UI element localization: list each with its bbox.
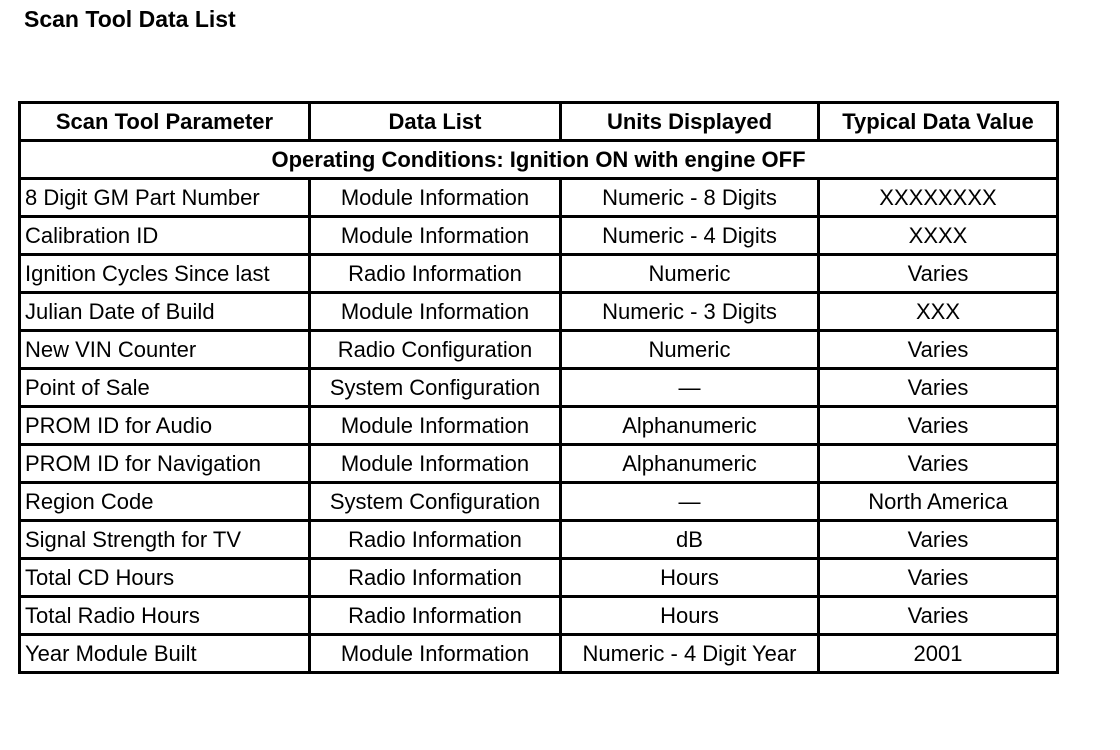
typical-value-cell: Varies xyxy=(819,597,1058,635)
table-row xyxy=(20,445,1058,483)
typical-value-cell: Varies xyxy=(819,331,1058,369)
units-cell: Hours xyxy=(561,559,819,597)
header-typical-data-value: Typical Data Value xyxy=(819,103,1058,141)
data-list-cell: Radio Configuration xyxy=(310,331,561,369)
units-cell: Alphanumeric xyxy=(561,445,819,483)
data-list-cell: Module Information xyxy=(310,445,561,483)
units-cell: Alphanumeric xyxy=(561,407,819,445)
param-cell: Ignition Cycles Since last xyxy=(20,255,310,293)
header-row xyxy=(20,103,1058,141)
units-cell: Numeric xyxy=(561,331,819,369)
units-cell: Numeric - 3 Digits xyxy=(561,293,819,331)
table-row xyxy=(20,217,1058,255)
typical-value-cell: North America xyxy=(819,483,1058,521)
typical-value-cell: Varies xyxy=(819,407,1058,445)
table-row xyxy=(20,597,1058,635)
header-units-displayed: Units Displayed xyxy=(561,103,819,141)
table-row xyxy=(20,635,1058,673)
typical-value-cell: XXXX xyxy=(819,217,1058,255)
data-list-cell: System Configuration xyxy=(310,483,561,521)
units-cell: Hours xyxy=(561,597,819,635)
param-cell: Calibration ID xyxy=(20,217,310,255)
param-cell: PROM ID for Audio xyxy=(20,407,310,445)
units-cell: Numeric - 8 Digits xyxy=(561,179,819,217)
data-list-cell: Radio Information xyxy=(310,521,561,559)
page-title: Scan Tool Data List xyxy=(24,6,236,32)
data-list-cell: Module Information xyxy=(310,293,561,331)
data-list-cell: Module Information xyxy=(310,217,561,255)
param-cell: Total Radio Hours xyxy=(20,597,310,635)
data-list-cell: Module Information xyxy=(310,635,561,673)
data-list-cell: Radio Information xyxy=(310,559,561,597)
table-row xyxy=(20,293,1058,331)
typical-value-cell: Varies xyxy=(819,521,1058,559)
data-list-cell: Module Information xyxy=(310,407,561,445)
table-row xyxy=(20,331,1058,369)
table-row xyxy=(20,483,1058,521)
scan-tool-data-table xyxy=(18,101,1059,674)
section-heading: Operating Conditions: Ignition ON with engine OFF xyxy=(20,141,1058,179)
param-cell: New VIN Counter xyxy=(20,331,310,369)
data-list-cell: Module Information xyxy=(310,179,561,217)
table-row xyxy=(20,407,1058,445)
table-row xyxy=(20,521,1058,559)
typical-value-cell: XXXXXXXX xyxy=(819,179,1058,217)
param-cell: PROM ID for Navigation xyxy=(20,445,310,483)
table-row xyxy=(20,179,1058,217)
typical-value-cell: Varies xyxy=(819,559,1058,597)
units-cell: — xyxy=(561,369,819,407)
table-row xyxy=(20,255,1058,293)
typical-value-cell: XXX xyxy=(819,293,1058,331)
typical-value-cell: Varies xyxy=(819,445,1058,483)
data-list-cell: System Configuration xyxy=(310,369,561,407)
units-cell: — xyxy=(561,483,819,521)
param-cell: 8 Digit GM Part Number xyxy=(20,179,310,217)
param-cell: Year Module Built xyxy=(20,635,310,673)
units-cell: Numeric - 4 Digits xyxy=(561,217,819,255)
section-row xyxy=(20,141,1058,179)
header-data-list: Data List xyxy=(310,103,561,141)
data-list-cell: Radio Information xyxy=(310,597,561,635)
units-cell: Numeric xyxy=(561,255,819,293)
param-cell: Total CD Hours xyxy=(20,559,310,597)
param-cell: Julian Date of Build xyxy=(20,293,310,331)
typical-value-cell: Varies xyxy=(819,369,1058,407)
header-scan-tool-parameter: Scan Tool Parameter xyxy=(20,103,310,141)
table-body xyxy=(20,141,1058,673)
typical-value-cell: 2001 xyxy=(819,635,1058,673)
table-row xyxy=(20,369,1058,407)
param-cell: Point of Sale xyxy=(20,369,310,407)
table-row xyxy=(20,559,1058,597)
data-list-cell: Radio Information xyxy=(310,255,561,293)
typical-value-cell: Varies xyxy=(819,255,1058,293)
table-header xyxy=(20,103,1058,141)
param-cell: Signal Strength for TV xyxy=(20,521,310,559)
param-cell: Region Code xyxy=(20,483,310,521)
units-cell: dB xyxy=(561,521,819,559)
units-cell: Numeric - 4 Digit Year xyxy=(561,635,819,673)
